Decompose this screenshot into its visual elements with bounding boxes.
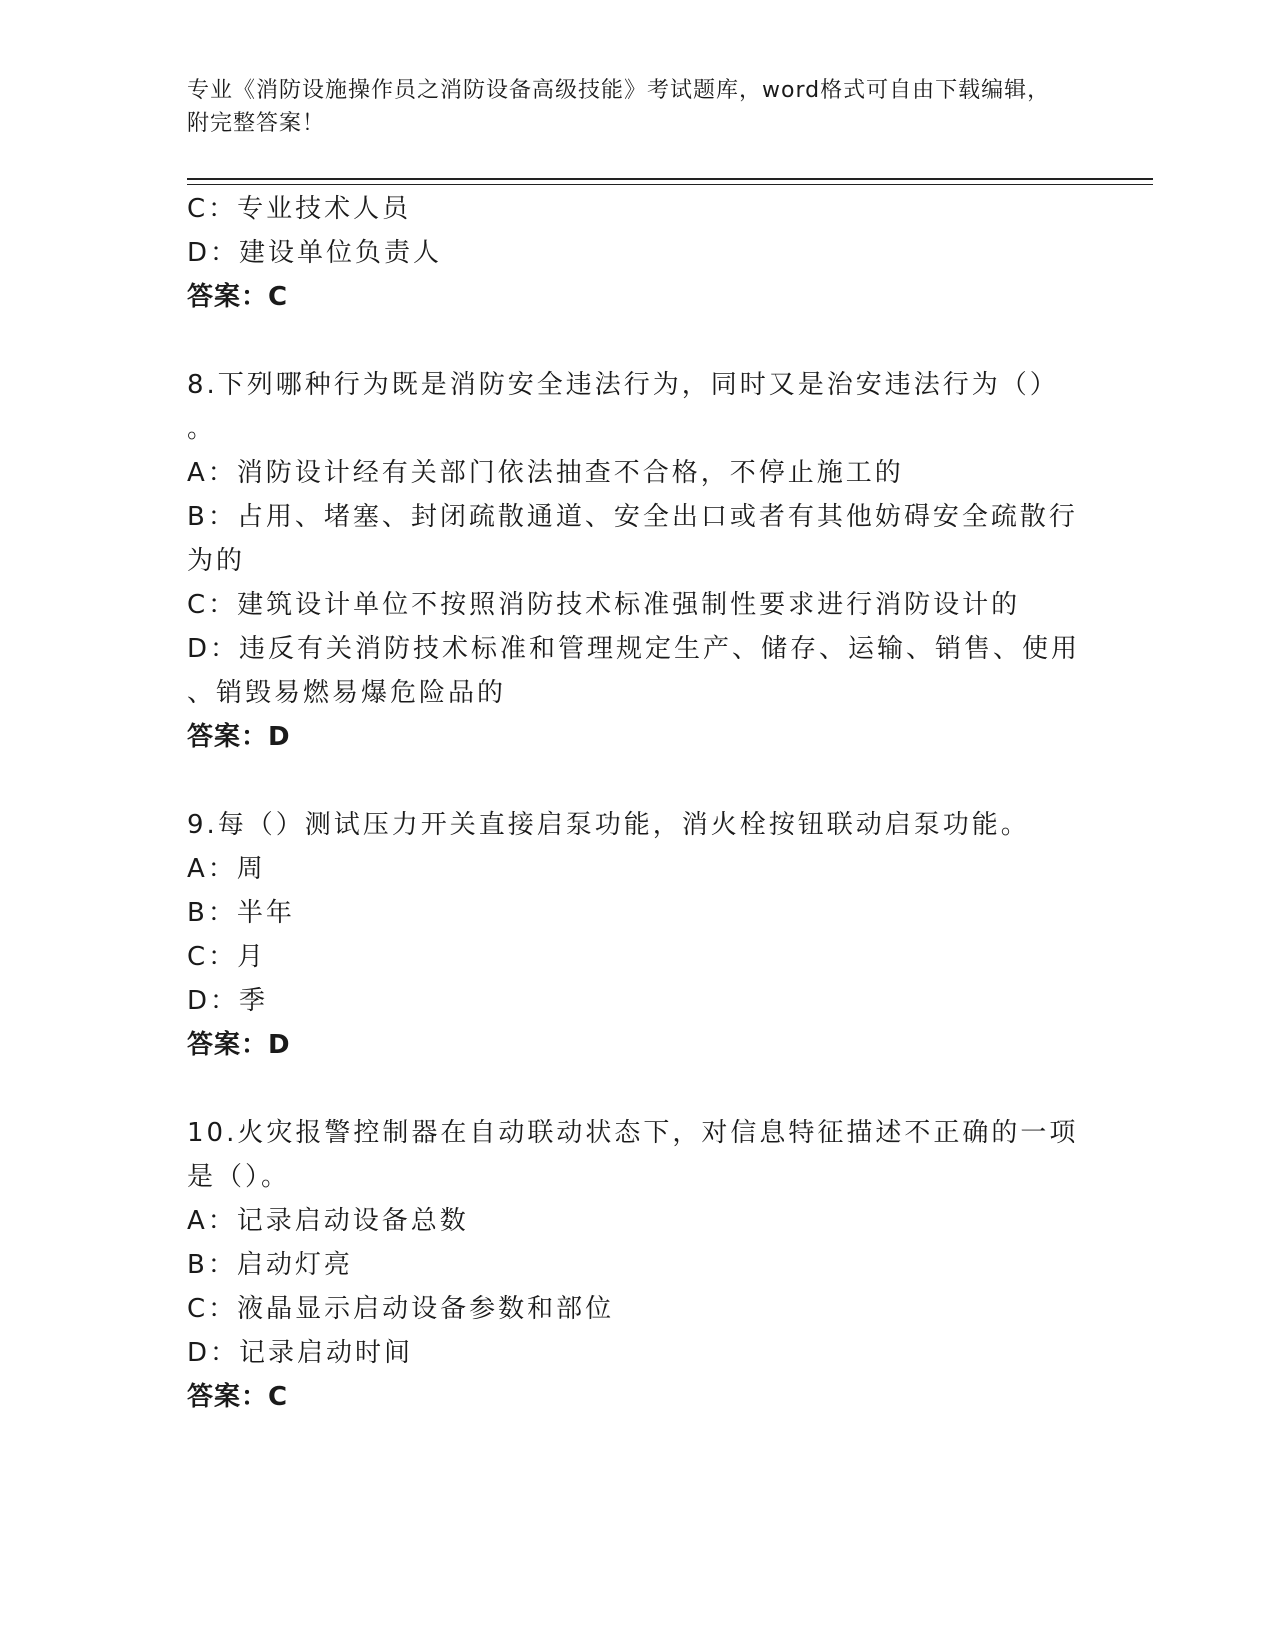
question-9: 9.每（）测试压力开关直接启泵功能，消火栓按钮联动启泵功能。 [187,810,1030,840]
option-c: C：建筑设计单位不按照消防技术标准强制性要求进行消防设计的 [187,590,1021,620]
option-b: B：半年 [187,898,295,928]
option-d-continuation: 、销毁易燃易爆危险品的 [187,678,507,708]
option-b: B：占用、堵塞、封闭疏散通道、安全出口或者有其他妨碍安全疏散行 [187,502,1078,532]
question-8-continuation: 。 [187,414,217,444]
option-a: A：记录启动设备总数 [187,1206,469,1236]
question-8: 8.下列哪种行为既是消防安全违法行为，同时又是治安违法行为（） [187,370,1059,400]
header-divider-thin [187,184,1153,185]
answer: 答案：C [187,1382,289,1412]
option-a: A：消防设计经有关部门依法抽查不合格，不停止施工的 [187,458,904,488]
header-divider-thick [187,178,1153,180]
option-c: C：液晶显示启动设备参数和部位 [187,1294,615,1324]
option-d: D：季 [187,986,269,1016]
option-d: D：违反有关消防技术标准和管理规定生产、储存、运输、销售、使用 [187,634,1081,664]
option-b: B：启动灯亮 [187,1250,353,1280]
option-b-continuation: 为的 [187,546,246,576]
option-a: A：周 [187,854,266,884]
option-c: C：专业技术人员 [187,194,412,224]
option-d: D：建设单位负责人 [187,238,443,268]
document-header: 专业《消防设施操作员之消防设备高级技能》考试题库，word格式可自由下载编辑，附完整答案！ [187,78,1051,136]
answer: 答案：D [187,1030,291,1060]
option-c: C：月 [187,942,267,972]
answer: 答案：D [187,722,291,752]
answer: 答案：C [187,282,289,312]
option-d: D：记录启动时间 [187,1338,414,1368]
question-10-continuation: 是（）。 [187,1162,291,1192]
question-10: 10.火灾报警控制器在自动联动状态下，对信息特征描述不正确的一项 [187,1118,1079,1148]
